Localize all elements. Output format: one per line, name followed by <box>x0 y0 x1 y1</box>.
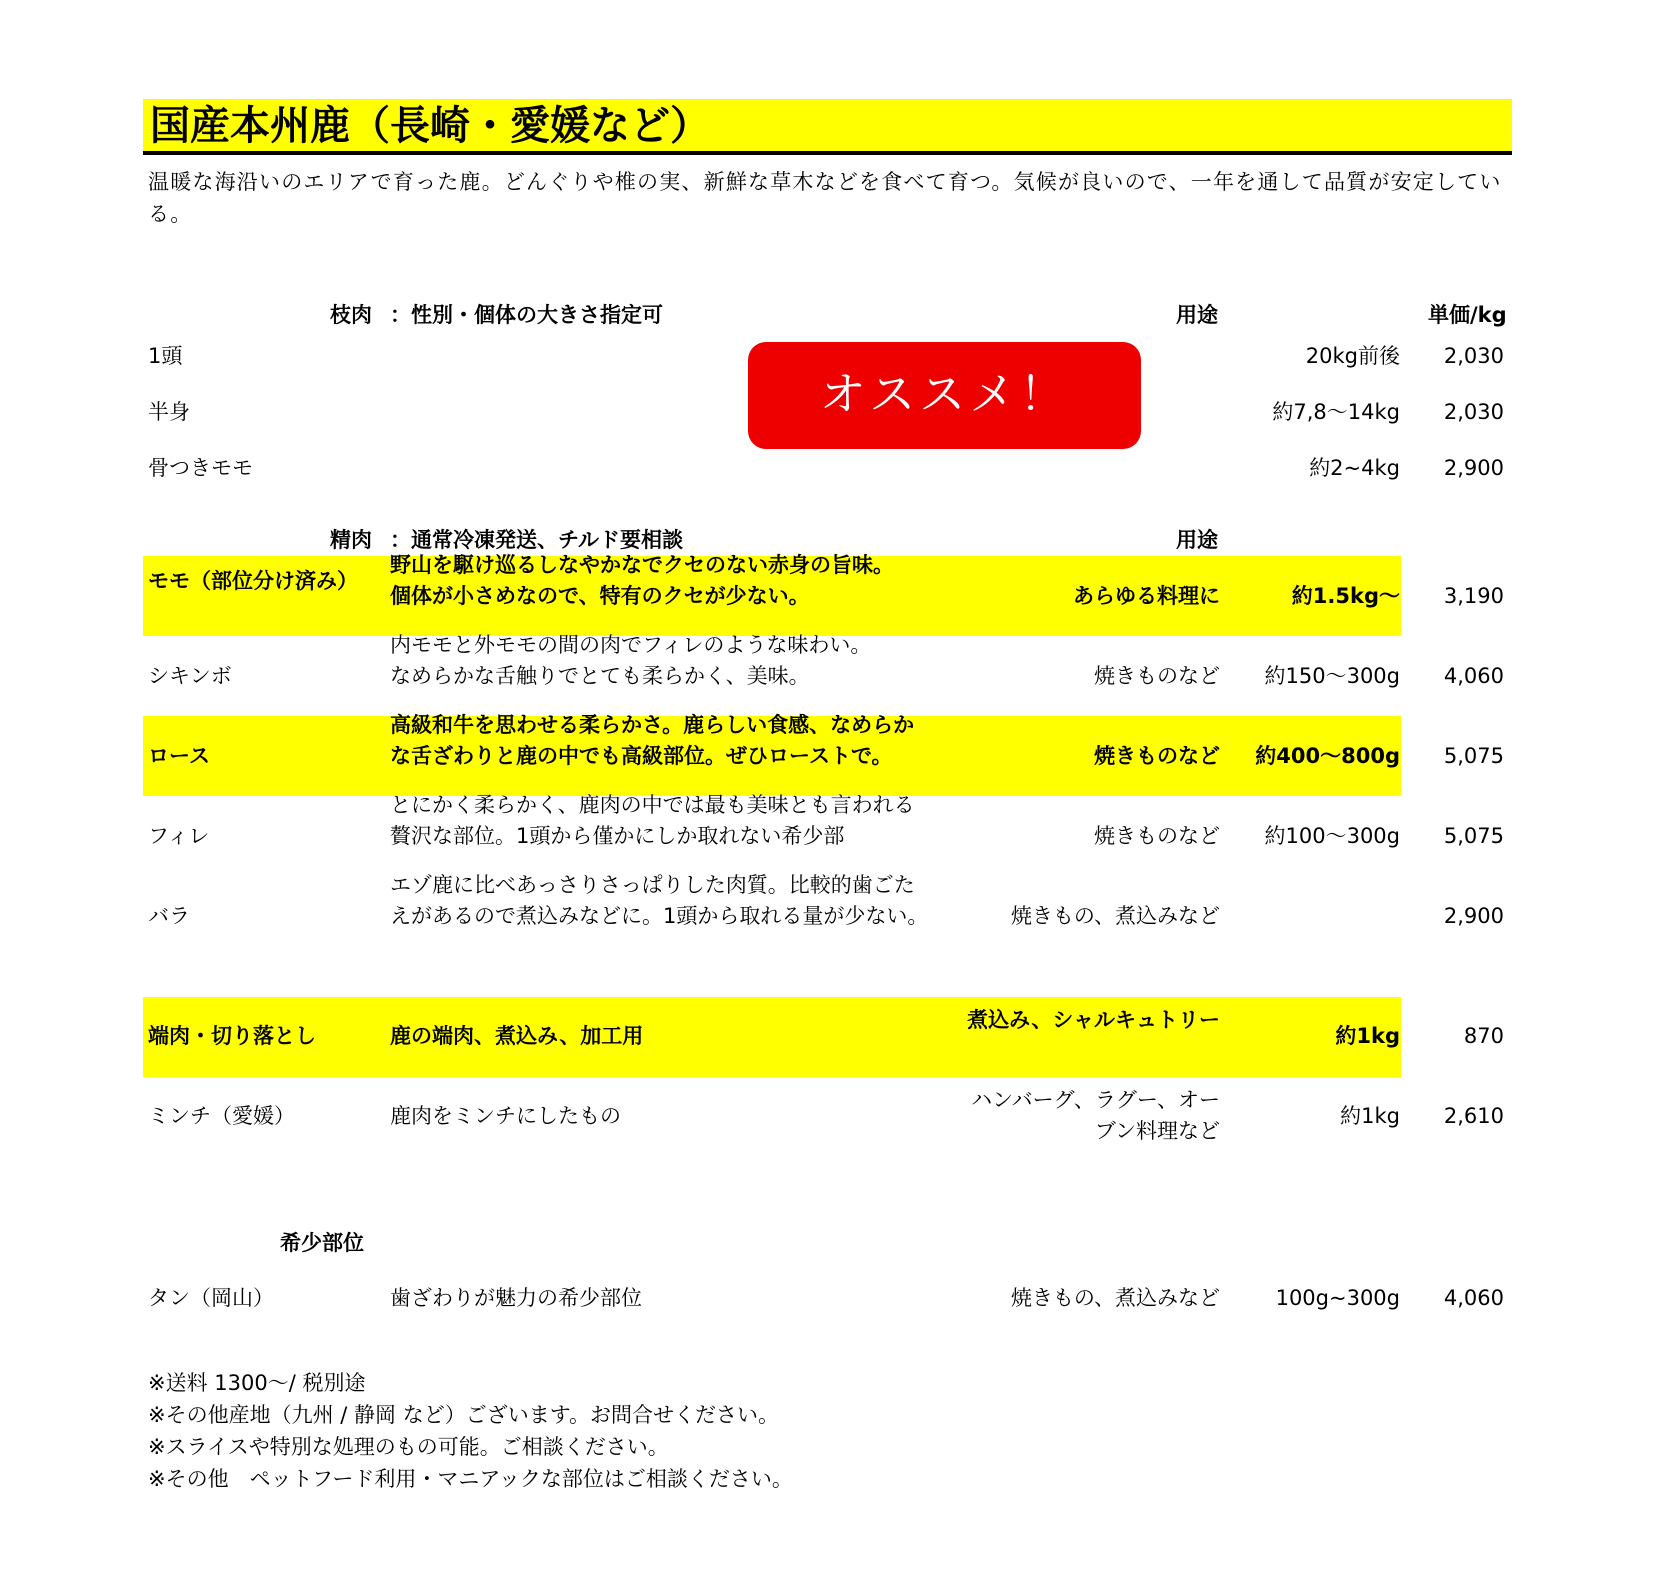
meat-row-price: 870 <box>1463 1024 1504 1048</box>
meat-row-usage: 焼きものなど <box>1094 744 1220 768</box>
rare-row-name: タン（岡山） <box>148 1286 274 1310</box>
meat-row-usage: あらゆる料理に <box>1073 584 1220 608</box>
carcass-row-price: 2,900 <box>1443 456 1504 480</box>
meat-row-desc: 野山を駆け巡るしなやかなでクセのない赤身の旨味。 個体が小さめなので、特有のクセが少ない。 <box>390 553 894 608</box>
carcass-row-weight: 約2~4kg <box>1309 456 1400 480</box>
meat-row-weight: 約400～800g <box>1255 744 1400 768</box>
meat-row-price: 2,610 <box>1443 1104 1504 1128</box>
meat-row-weight: 約1kg <box>1340 1104 1400 1128</box>
meat-row-desc: 鹿肉をミンチにしたもの <box>390 1104 621 1128</box>
description: 温暖な海沿いのエリアで育った鹿。どんぐりや椎の実、新鮮な草木などを食べて育つ。気候が良いので、一年を通して品質が安定している。 <box>148 170 1502 226</box>
meat-row-desc: 鹿の端肉、煮込み、加工用 <box>390 1024 644 1048</box>
page-title: 国産本州鹿（長崎・愛媛など） <box>150 103 710 149</box>
carcass-row-name: 1頭 <box>148 344 183 368</box>
price-header: 単価/kg <box>1428 303 1507 327</box>
meat-section-note: ：通常冷凍発送、チルド要相談 <box>390 528 683 552</box>
meat-row-name: バラ <box>148 904 190 928</box>
meat-row-weight: 約150～300g <box>1264 664 1400 688</box>
meat-row-usage: ハンバーグ、ラグー、オーブン料理など <box>971 1088 1220 1143</box>
rare-row-price: 4,060 <box>1443 1286 1504 1310</box>
meat-row-name: ロース <box>148 744 210 768</box>
meat-row-price: 3,190 <box>1443 584 1504 608</box>
meat-row-desc: とにかく柔らかく、鹿肉の中では最も美味とも言われる 贅沢な部位。1頭から僅かにしか取れない希少部 <box>390 793 915 848</box>
meat-row-usage: 焼きものなど <box>1094 664 1220 688</box>
carcass-usage-header: 用途 <box>1176 303 1218 327</box>
meat-row-name: 端肉・切り落とし <box>148 1024 316 1048</box>
carcass-row-weight: 20kg前後 <box>1305 344 1400 368</box>
carcass-row-price: 2,030 <box>1443 400 1504 424</box>
meat-row-price: 5,075 <box>1443 744 1504 768</box>
meat-row-price: 5,075 <box>1443 824 1504 848</box>
meat-row-weight: 約100～300g <box>1264 824 1400 848</box>
carcass-row-price: 2,030 <box>1443 344 1504 368</box>
meat-row-desc: 内モモと外モモの間の肉でフィレのような味わい。 なめらかな舌触りでとても柔らかく、美味。 <box>390 633 872 688</box>
meat-row-usage: 焼きものなど <box>1094 824 1220 848</box>
rare-row-weight: 100g~300g <box>1275 1286 1400 1310</box>
carcass-section-note: ：性別・個体の大きさ指定可 <box>390 303 663 327</box>
meat-row-desc: エゾ鹿に比べあっさりさっぱりした肉質。比較的歯ごたえがあるので煮込みなどに。1頭から取れる量が少ない。 <box>390 873 929 928</box>
carcass-row-weight: 約7,8～14kg <box>1272 400 1400 424</box>
meat-row-usage: 焼きもの、煮込みなど <box>1010 904 1220 928</box>
carcass-section-label: 枝肉 <box>330 303 372 327</box>
note-line: ※スライスや特別な処理のもの可能。ご相談ください。 <box>148 1435 669 1459</box>
meat-row-desc: 高級和牛を思わせる柔らかさ。鹿らしい食感、なめらかな舌ざわりと鹿の中でも高級部位。ぜひローストで。 <box>390 713 915 768</box>
carcass-row-name: 半身 <box>148 400 190 424</box>
meat-usage-header: 用途 <box>1176 528 1218 552</box>
meat-row-price: 2,900 <box>1443 904 1504 928</box>
note-line: ※その他産地（九州 / 静岡 など）ございます。お問合せください。 <box>148 1403 780 1427</box>
meat-row-price: 4,060 <box>1443 664 1504 688</box>
rare-section-label: 希少部位 <box>280 1231 364 1255</box>
rare-row-usage: 焼きもの、煮込みなど <box>1010 1286 1220 1310</box>
carcass-row-name: 骨つきモモ <box>148 456 253 480</box>
meat-row-name: フィレ <box>148 824 210 848</box>
meat-row-name: ミンチ（愛媛） <box>148 1104 295 1128</box>
note-line: ※その他 ペットフード利用・マニアックな部位はご相談ください。 <box>148 1467 793 1491</box>
meat-row-weight: 約1kg <box>1335 1024 1400 1048</box>
meat-row-usage: 煮込み、シャルキュトリー <box>967 1008 1220 1032</box>
meat-row-weight: 約1.5kg～ <box>1291 584 1400 608</box>
note-line: ※送料 1300～/ 税別途 <box>148 1371 366 1395</box>
meat-row-name: モモ（部位分け済み） <box>148 569 358 593</box>
recommend-badge: オススメ！ <box>748 342 1141 449</box>
rare-row-desc: 歯ざわりが魅力の希少部位 <box>390 1286 642 1310</box>
meat-row-name: シキンボ <box>148 664 232 688</box>
meat-section-label: 精肉 <box>330 528 372 552</box>
